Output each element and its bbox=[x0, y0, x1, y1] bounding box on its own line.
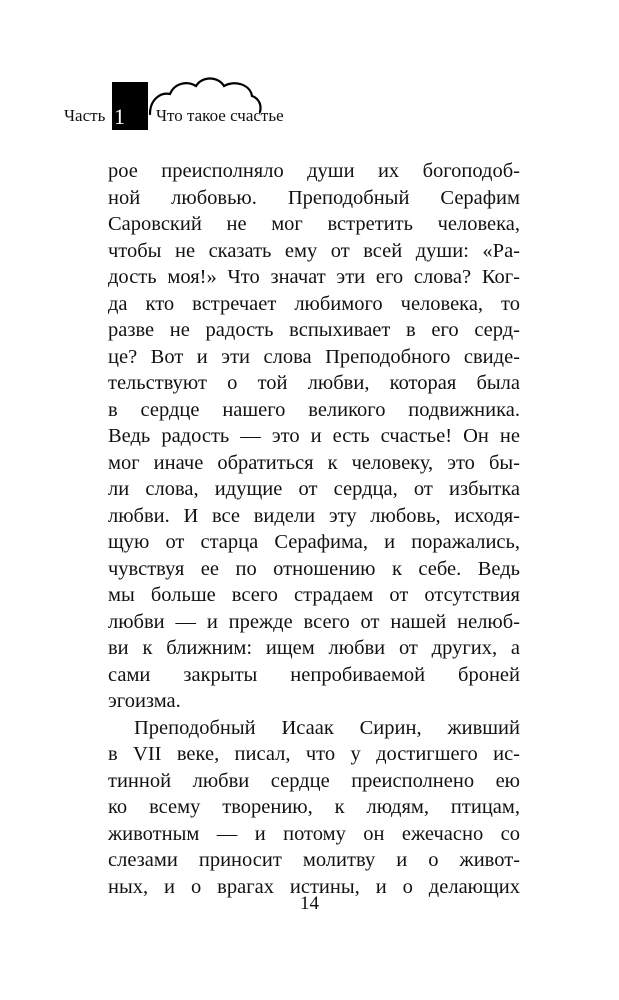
text-line: тинной любви сердце преисполнено ею bbox=[108, 769, 520, 792]
text-line: любви. И все видели эту любовь, исходя- bbox=[108, 504, 520, 527]
text-line: рое преисполняло души их богоподоб- bbox=[108, 160, 520, 182]
part-number: 1 bbox=[114, 104, 125, 129]
text-line: эгоизма. bbox=[108, 690, 181, 712]
text-line: разве не радость вспыхивает в его серд- bbox=[108, 319, 520, 341]
text-line: Саровский не мог встретить человека, bbox=[108, 213, 520, 235]
part-number-box bbox=[112, 82, 148, 130]
chapter-title: Что такое счастье bbox=[156, 106, 284, 125]
text-line: мог иначе обратиться к человеку, это бы- bbox=[108, 451, 520, 474]
running-header bbox=[0, 0, 619, 140]
text-line: ных, и о врагах истины, и о делающих bbox=[108, 875, 520, 898]
text-line: слезами приносит молитву и о живот- bbox=[108, 849, 520, 871]
text-line: щую от старца Серафима, и поражались, bbox=[108, 531, 520, 553]
text-line: чувствуя ее по отношению к себе. Ведь bbox=[108, 557, 520, 580]
text-line: Ведь радость — это и есть счастье! Он не bbox=[108, 425, 520, 447]
text-line: мы больше всего страдаем от отсутствия bbox=[108, 584, 520, 606]
text-line: Преподобный Исаак Сирин, живший bbox=[134, 716, 520, 739]
body-text bbox=[108, 158, 520, 900]
text-line: в VII веке, писал, что у достигшего ис- bbox=[108, 743, 520, 765]
text-line: любви — и прежде всего от нашей нелюб- bbox=[108, 610, 520, 633]
text-line: чтобы не сказать ему от всей души: «Ра- bbox=[108, 239, 520, 262]
text-line: це? Вот и эти слова Преподобного свиде- bbox=[108, 345, 520, 368]
text-line: сами закрыты непробиваемой броней bbox=[108, 663, 520, 686]
text-line: дость моя!» Что значат эти его слова? Ког- bbox=[108, 266, 520, 288]
part-label: Часть bbox=[64, 106, 106, 125]
text-line: в сердце нашего великого подвижника. bbox=[108, 398, 520, 421]
page-number: 14 bbox=[300, 893, 319, 914]
text-line: животным — и потому он ежечасно со bbox=[108, 822, 520, 845]
text-line: ли слова, идущие от сердца, от избытка bbox=[108, 478, 520, 500]
text-line: ной любовью. Преподобный Серафим bbox=[108, 186, 520, 209]
text-line: да кто встречает любимого человека, то bbox=[108, 292, 520, 315]
text-line: ви к ближним: ищем любви от других, а bbox=[108, 637, 520, 659]
text-line: тельствуют о той любви, которая была bbox=[108, 372, 520, 394]
text-line: ко всему творению, к людям, птицам, bbox=[108, 796, 520, 818]
